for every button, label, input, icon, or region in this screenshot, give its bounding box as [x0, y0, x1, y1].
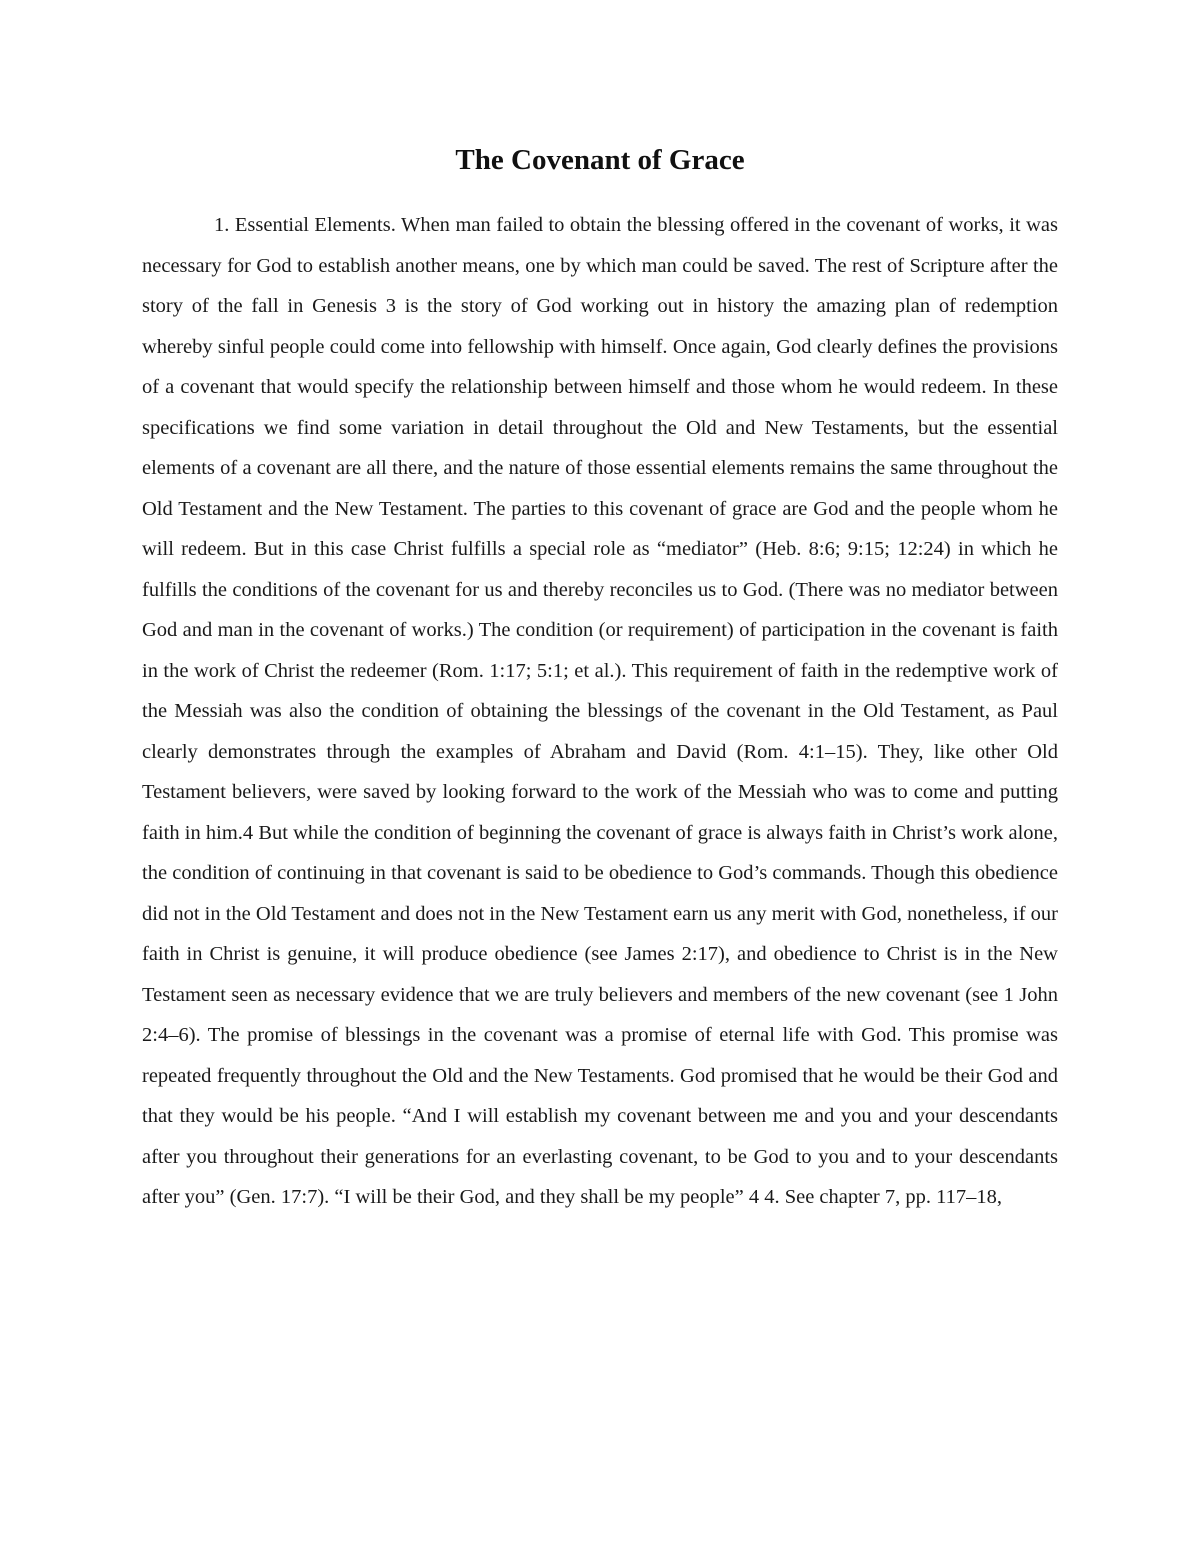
document-title: The Covenant of Grace: [455, 144, 745, 176]
body-paragraph: 1. Essential Elements. When man failed to obtain the blessing offered in the covenant of works, it was necessary for God to establish another means, one by which man could be saved. The rest of Scripture after the story of the fall in Genesis 3 is the story of God working out in history the amazing plan of redemption whereby sinful people could come into fellowship with himself. Once again, God clearly defines the provisions of a covenant that would specify the relationship between himself and those whom he would redeem. In these specifications we find some variation in detail throughout the Old and New Testaments, but the essential elements of a covenant are all there, and the nature of those essential elements remains the same throughout the Old Testament and the New Testament. The parties to this covenant of grace are God and the people whom he will redeem. But in this case Christ fulfills a special role as “mediator” (Heb. 8:6; 9:15; 12:24) in which he fulfills the conditions of the covenant for us and thereby reconciles us to God. (There was no mediator between God and man in the covenant of works.) The condition (or requirement) of participation in the covenant is faith in the work of Christ the redeemer (Rom. 1:17; 5:1; et al.). This requirement of faith in the redemptive work of the Messiah was also the condition of obtaining the blessings of the covenant in the Old Testament, as Paul clearly demonstrates through the examples of Abraham and David (Rom. 4:1–15). They, like other Old Testament believers, were saved by looking forward to the work of the Messiah who was to come and putting faith in him.4 But while the condition of beginning the covenant of grace is always faith in Christ’s work alone, the condition of continuing in that covenant is said to be obedience to God’s commands. Though this obedience did not in the Old Testament and does not in the New Testament earn us any merit with God, nonetheless, if our faith in Christ is genuine, it will produce obedience (see James 2:17), and obedience to Christ is in the New Testament seen as necessary evidence that we are truly believers and members of the new covenant (see 1 John 2:4–6). The promise of blessings in the covenant was a promise of eternal life with God. This promise was repeated frequently throughout the Old and the New Testaments. God promised that he would be their God and that they would be his people. “And I will establish my covenant between me and you and your descendants after you throughout their generations for an everlasting covenant, to be God to you and to your descendants after you” (Gen. 17:7). “I will be their God, and they shall be my people” 4 4. See chapter 7, pp. 117–18,: [142, 214, 1058, 1208]
